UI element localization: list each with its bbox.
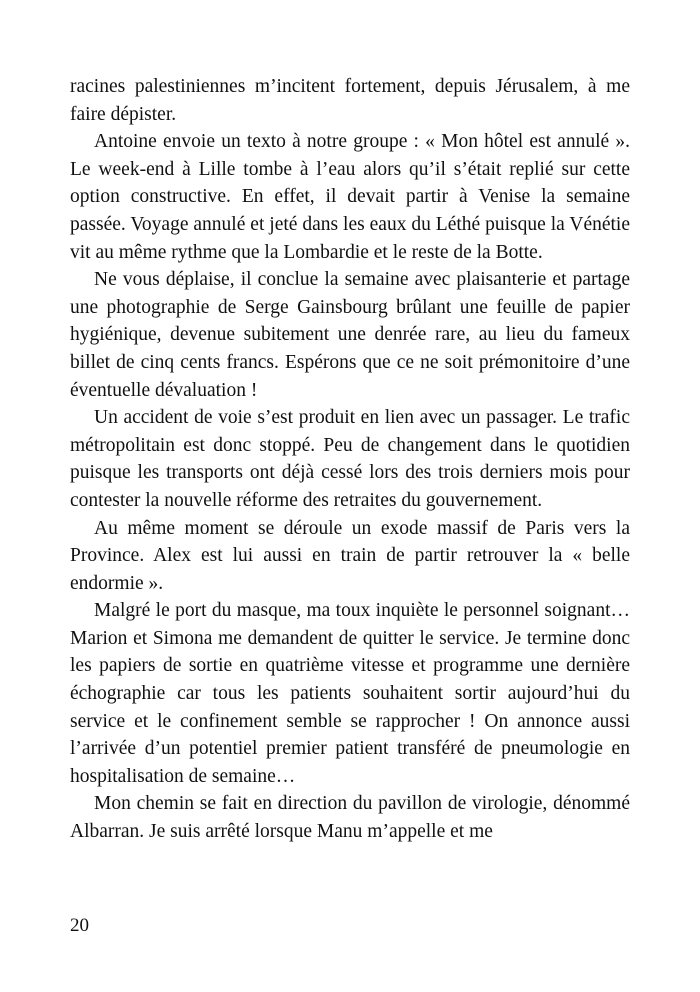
paragraph-gainsbourg: Ne vous déplaise, il conclue la semaine avec plaisanterie et partage une photographie de Serge Gainsbourg brûlant une feuille de papier hygiénique, devenue subitement une denrée rare, au lieu du fameux billet de cinq cents francs. Espérons que ce ne soit prémonitoire d’une éventuelle dévaluation !	[70, 269, 630, 401]
paragraph-antoine: Antoine envoie un texto à notre groupe : « Mon hôtel est annulé ». Le week-end à Lille tombe à l’eau alors qu’il s’était replié sur cette option constructive. En effet, il devait partir à Venise la semaine passée. Voyage annulé et jeté dans les eaux du Léthé puisque la Vénétie vit au même rythme que la Lombardie et le reste de la Botte.	[70, 131, 630, 263]
paragraph-hospital: Malgré le port du masque, ma toux inquiète le personnel soignant… Marion et Simona me demandent de quitter le service. Je termine donc les papiers de sortie en quatrième vitesse et programme une dernière échographie car tous les patients souhaitent sortir aujourd’hui du service et le confinement semble se rapprocher ! On annonce aussi l’arrivée d’un potentiel premier patient transféré de pneumologie en hospitalisation de semaine…	[70, 600, 630, 787]
paragraph-traffic: Un accident de voie s’est produit en lien avec un passager. Le trafic métropolitain est donc stoppé. Peu de changement dans le quotidien puisque les transports ont déjà cessé lors des trois derniers mois pour contester la nouvelle réforme des retraites du gouvernement.	[70, 407, 630, 511]
paragraph-virology: Mon chemin se fait en direction du pavillon de virologie, dénommé Albarran. Je suis arrêté lorsque Manu m’appelle et me	[70, 793, 630, 843]
paragraph-exodus: Au même moment se déroule un exode massif de Paris vers la Province. Alex est lui aussi en train de partir retrouver la « belle endormie ».	[70, 517, 630, 594]
page-number: 20	[70, 915, 89, 936]
body-text	[70, 73, 630, 846]
paragraph-continued: racines palestiniennes m’incitent fortement, depuis Jérusalem, à me faire dépister.	[70, 76, 630, 125]
